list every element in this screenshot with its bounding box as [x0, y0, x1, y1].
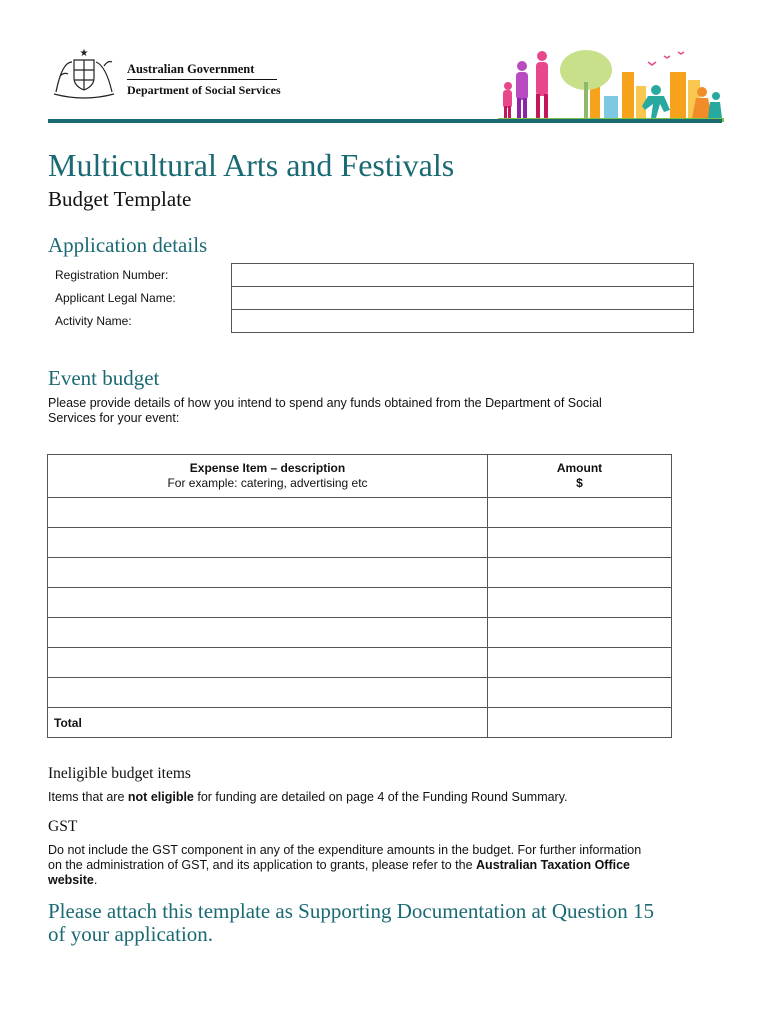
event-budget-heading: Event budget: [48, 366, 160, 390]
coat-of-arms-icon: [46, 46, 122, 104]
amount-cell[interactable]: [488, 678, 672, 708]
amount-cell[interactable]: [488, 648, 672, 678]
application-details-box: [231, 263, 694, 333]
activity-name-label: Activity Name:: [55, 314, 132, 328]
applicant-legal-name-field[interactable]: [232, 287, 693, 310]
event-budget-description: Please provide details of how you intend to spend any funds obtained from the Department of Social Services for your event:: [48, 396, 602, 425]
government-name: Australian Government: [127, 62, 255, 76]
ineligible-heading: Ineligible budget items: [48, 765, 191, 782]
gst-text: [48, 843, 648, 888]
amount-title: Amount: [556, 461, 603, 475]
expense-item-cell[interactable]: [48, 648, 488, 678]
applicant-legal-name-label: Applicant Legal Name:: [55, 291, 176, 305]
table-row: [48, 528, 672, 558]
expense-item-cell[interactable]: [48, 618, 488, 648]
ineligible-text: [48, 790, 568, 804]
activity-name-field[interactable]: [232, 310, 693, 332]
table-row: [48, 648, 672, 678]
ato-website-link[interactable]: Australian Taxation Office website: [48, 858, 630, 887]
not-eligible-emphasis: not eligible: [127, 790, 194, 804]
amount-header: [488, 455, 672, 498]
total-row: [48, 708, 672, 738]
total-label: Total: [48, 708, 488, 738]
ineligible-text-after: for funding are detailed on page 4 of the Funding Round Summary.: [193, 790, 568, 804]
total-amount-cell[interactable]: [488, 708, 672, 738]
budget-table-header: [48, 455, 672, 498]
gst-heading: GST: [48, 818, 78, 835]
table-row: [48, 498, 672, 528]
logo-divider: [127, 79, 277, 80]
expense-item-cell[interactable]: [48, 588, 488, 618]
page-title: Multicultural Arts and Festivals: [48, 147, 455, 183]
budget-table: [47, 454, 672, 738]
expense-item-hint: For example: catering, advertising etc: [167, 476, 368, 490]
expense-item-title: Expense Item – description: [189, 461, 346, 475]
expense-item-cell[interactable]: [48, 528, 488, 558]
page-subtitle: Budget Template: [48, 187, 192, 211]
amount-cell[interactable]: [488, 558, 672, 588]
gst-text-after: .: [93, 873, 98, 887]
department-name: Department of Social Services: [127, 83, 281, 97]
gst-text-before: Do not include the GST component in any of the expenditure amounts in the budget. For further information on the administration of GST, and its application to grants, please refer to the: [48, 843, 642, 872]
amount-cell[interactable]: [488, 618, 672, 648]
amount-cell[interactable]: [488, 498, 672, 528]
amount-unit: $: [576, 476, 583, 490]
expense-item-cell[interactable]: [48, 678, 488, 708]
application-details-heading: Application details: [48, 233, 208, 257]
registration-number-label: Registration Number:: [55, 268, 169, 282]
expense-item-cell[interactable]: [48, 498, 488, 528]
amount-cell[interactable]: [488, 528, 672, 558]
family-festival-illustration: [498, 42, 724, 124]
table-row: [48, 678, 672, 708]
table-row: [48, 618, 672, 648]
amount-cell[interactable]: [488, 588, 672, 618]
expense-item-cell[interactable]: [48, 558, 488, 588]
table-row: [48, 558, 672, 588]
table-row: [48, 588, 672, 618]
registration-number-field[interactable]: [232, 264, 693, 287]
expense-item-header: [48, 455, 488, 498]
header-rule: [48, 119, 722, 123]
svg-text:★: ★: [79, 48, 89, 59]
attach-template-note: Please attach this template as Supporting Documentation at Question 15 of your application.: [48, 899, 654, 946]
ineligible-text-before: Items that are: [48, 790, 128, 804]
